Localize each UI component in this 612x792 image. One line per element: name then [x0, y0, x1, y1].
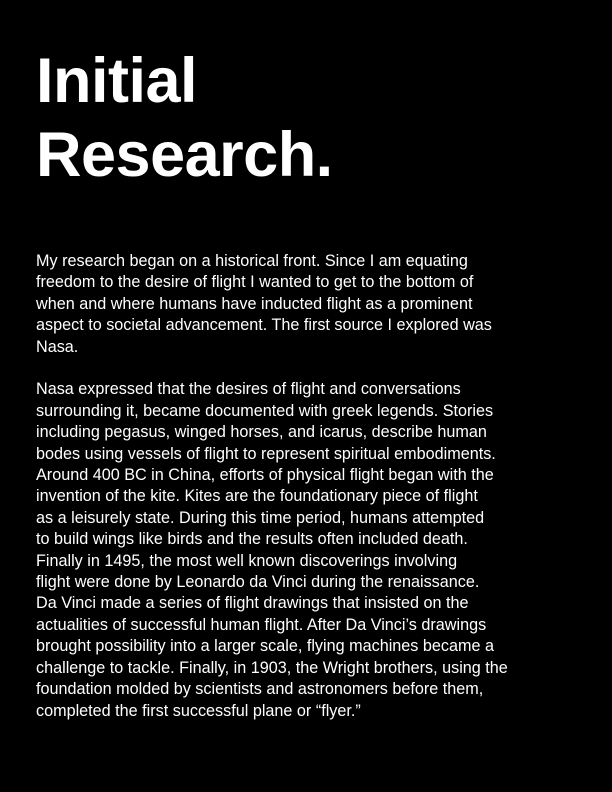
text-line: flight were done by Leonardo da Vinci during the renaissance.: [36, 573, 480, 592]
title-line-1: Initial: [36, 46, 198, 116]
paragraph-intro: [36, 251, 596, 358]
text-line: Da Vinci made a series of flight drawings that insisted on the: [36, 594, 469, 613]
text-line: to build wings like birds and the results often included death.: [36, 530, 468, 549]
text-line: Finally in 1495, the most well known discoverings involving: [36, 551, 458, 570]
text-line: invention of the kite. Kites are the foundationary piece of flight: [36, 487, 478, 506]
paragraph-history: [36, 379, 596, 722]
text-line: Around 400 BC in China, efforts of physical flight began with the: [36, 466, 494, 485]
text-line: Nasa expressed that the desires of flight and conversations: [36, 380, 461, 399]
text-line: Nasa.: [36, 337, 79, 356]
text-line: freedom to the desire of flight I wanted to get to the bottom of: [36, 273, 474, 292]
text-line: foundation molded by scientists and astronomers before them,: [36, 680, 484, 699]
text-line: including pegasus, winged horses, and icarus, describe human: [36, 423, 487, 442]
text-line: completed the first successful plane or “flyer.”: [36, 701, 361, 720]
title-line-2: Research.: [36, 120, 333, 190]
page-title: [36, 44, 333, 192]
text-line: bodes using vessels of flight to represent spiritual embodiments.: [36, 444, 496, 463]
body-text: [36, 251, 596, 722]
text-line: as a leisurely state. During this time period, humans attempted: [36, 508, 485, 527]
text-line: actualities of successful human flight. After Da Vinci’s drawings: [36, 615, 487, 634]
text-line: My research began on a historical front. Since I am equating: [36, 252, 468, 270]
text-line: aspect to societal advancement. The first source I explored was: [36, 316, 492, 335]
text-line: brought possibility into a larger scale, flying machines became a: [36, 637, 494, 656]
text-line: when and where humans have inducted flight as a prominent: [36, 294, 473, 313]
text-line: surrounding it, became documented with greek legends. Stories: [36, 401, 494, 420]
text-line: challenge to tackle. Finally, in 1903, the Wright brothers, using the: [36, 658, 508, 677]
